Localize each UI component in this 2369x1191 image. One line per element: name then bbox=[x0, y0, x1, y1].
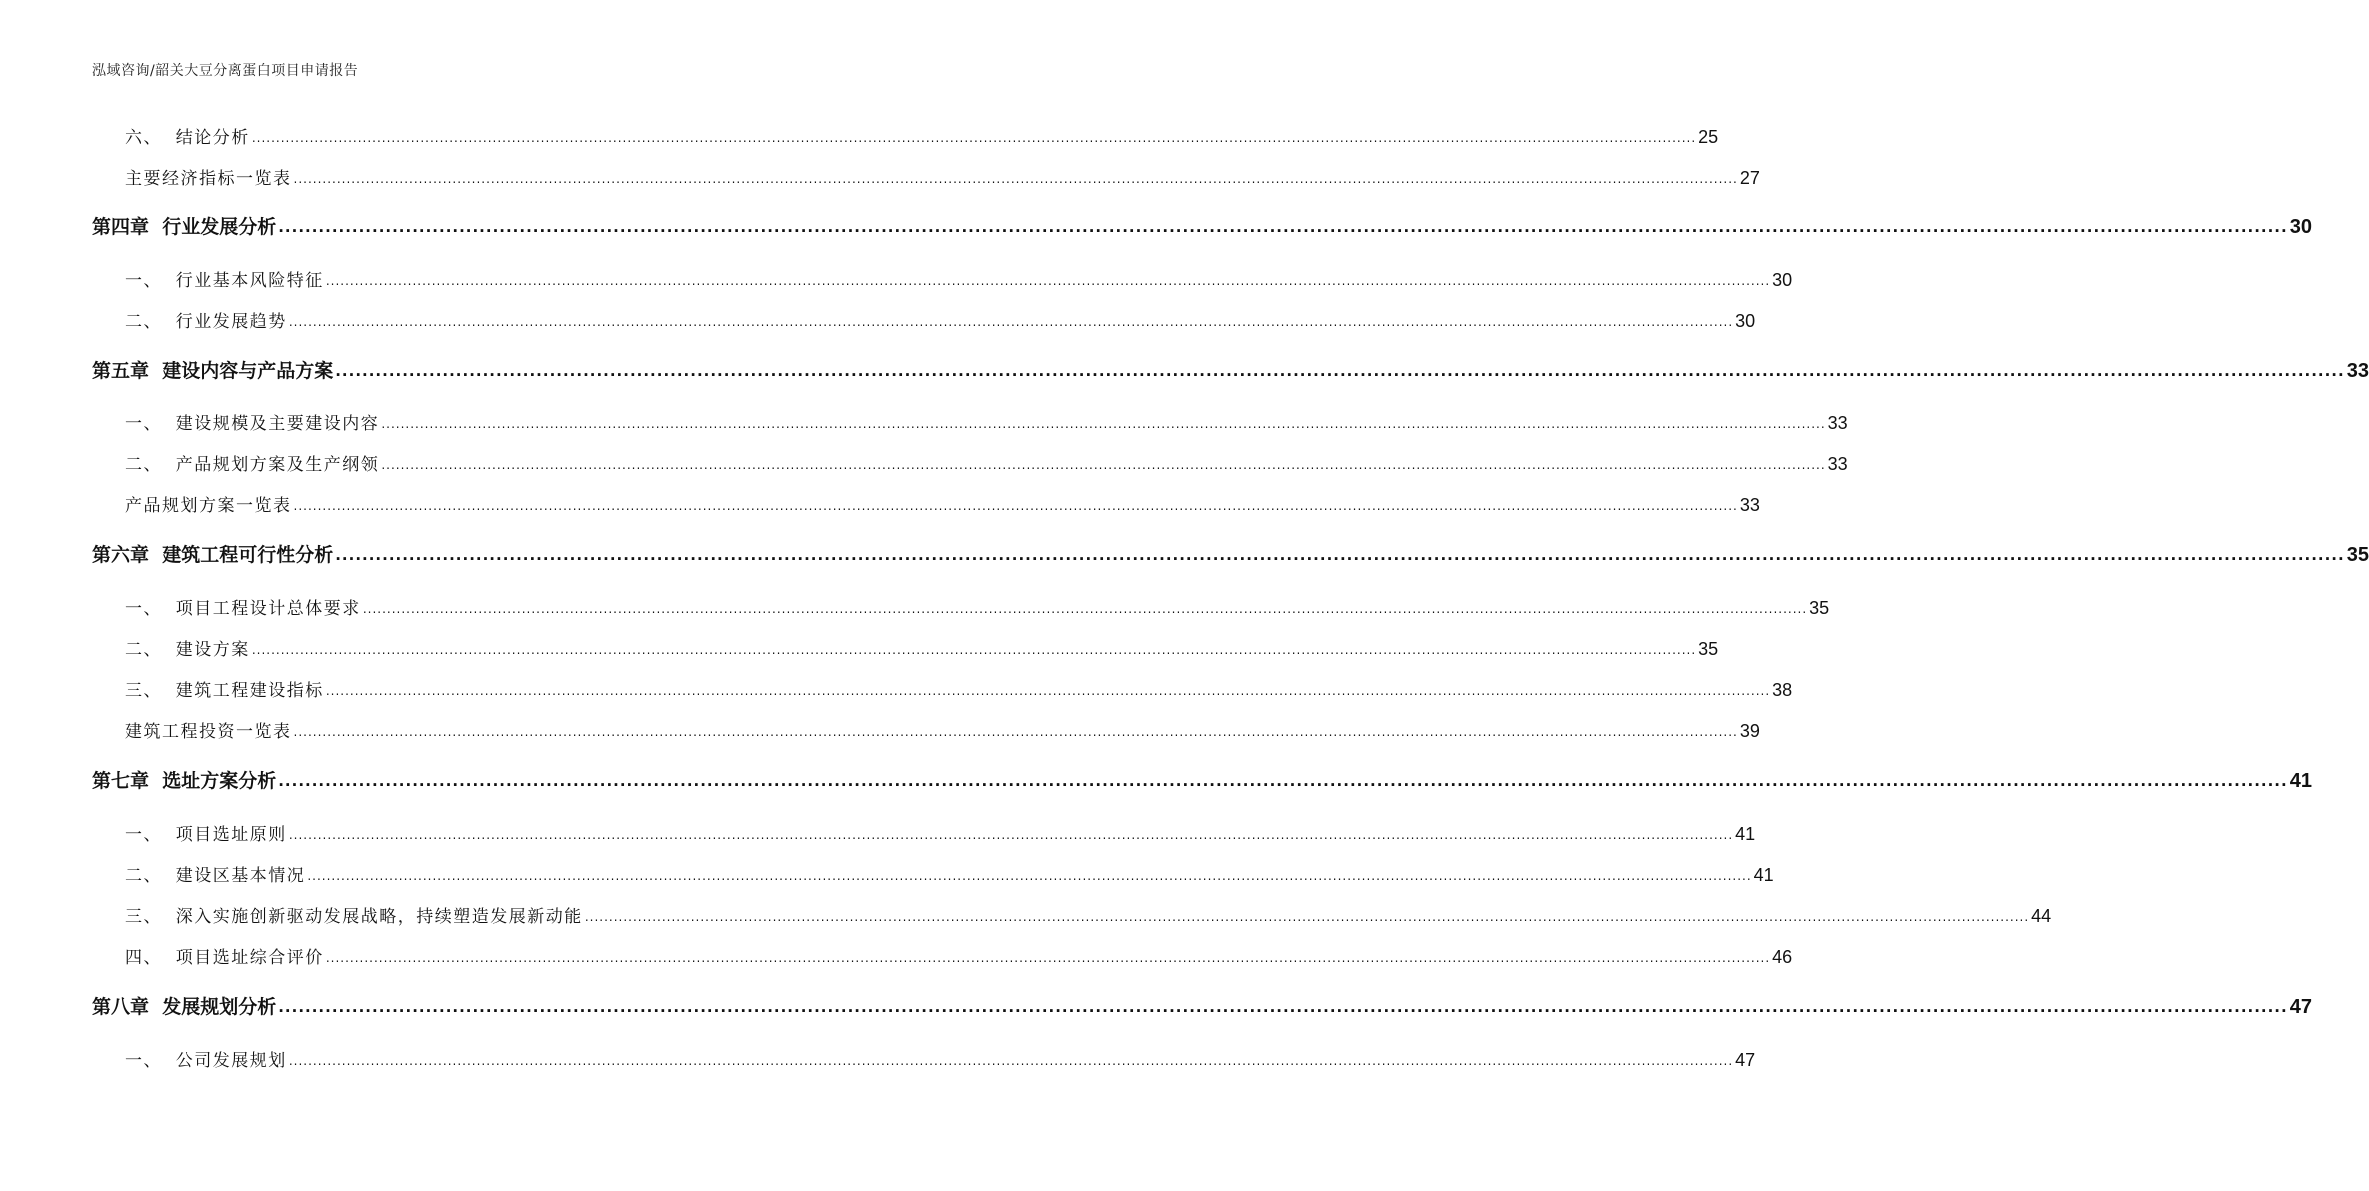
toc-entry-label: 二、 建设方案 bbox=[125, 640, 250, 660]
toc-entry-label: 二、 行业发展趋势 bbox=[125, 312, 287, 332]
dot-leader: ............................................................................................................................................................................................................................................................................................................ bbox=[288, 828, 1734, 842]
toc-entry[interactable] bbox=[125, 408, 1848, 434]
toc-entry-page: 47 bbox=[1735, 1050, 1756, 1070]
dot-leader: ............................................................................................................................................................................................................................................................................................................ bbox=[293, 172, 1738, 186]
dot-leader: ............................................................................................................................................................................................................................................................................................................ bbox=[288, 1054, 1734, 1068]
toc-entry-page: 44 bbox=[2031, 906, 2052, 926]
toc-entry-label: 二、 建设区基本情况 bbox=[125, 866, 306, 886]
toc-entry-page: 25 bbox=[1698, 127, 1719, 147]
toc-entry[interactable] bbox=[125, 449, 1848, 475]
toc-entry[interactable] bbox=[125, 1045, 1756, 1071]
toc-chapter-label: 第五章 建设内容与产品方案 bbox=[92, 360, 334, 382]
dot-leader: ............................................................................................................................................................................................................................................................................................................ bbox=[381, 417, 1826, 431]
dot-leader: ............................................................................................................................................................................................................................................................................................................ bbox=[278, 218, 2288, 236]
toc-entry[interactable] bbox=[125, 819, 1756, 845]
dot-leader: ............................................................................................................................................................................................................................................................................................................ bbox=[381, 458, 1826, 472]
toc-entry-label: 产品规划方案一览表 bbox=[125, 496, 292, 516]
toc-entry-label: 一、 项目选址原则 bbox=[125, 825, 287, 845]
toc-entry-label: 六、 结论分析 bbox=[125, 128, 250, 148]
running-header: 泓域咨询/韶关大豆分离蛋白项目申请报告 bbox=[92, 63, 359, 79]
toc-entry-page: 35 bbox=[1698, 639, 1719, 659]
toc-entry-page: 33 bbox=[1827, 454, 1848, 474]
toc-entry[interactable] bbox=[125, 675, 1793, 701]
toc-entry-page: 30 bbox=[1735, 311, 1756, 331]
dot-leader: ............................................................................................................................................................................................................................................................................................................ bbox=[335, 362, 2345, 380]
toc-entry-page: 41 bbox=[1735, 824, 1756, 844]
toc-entry[interactable] bbox=[125, 265, 1793, 291]
toc-chapter[interactable] bbox=[92, 357, 2369, 383]
toc-entry-label: 四、 项目选址综合评价 bbox=[125, 948, 324, 968]
dot-leader: ............................................................................................................................................................................................................................................................................................................ bbox=[335, 546, 2345, 564]
dot-leader: ............................................................................................................................................................................................................................................................................................................ bbox=[584, 910, 2030, 924]
toc-entry-page: 33 bbox=[1827, 413, 1848, 433]
toc-entry-page: 30 bbox=[1772, 270, 1793, 290]
toc-entry-page: 35 bbox=[1809, 598, 1830, 618]
toc-entry-page: 38 bbox=[1772, 680, 1793, 700]
toc-entry-label: 一、 公司发展规划 bbox=[125, 1051, 287, 1071]
toc-chapter-label: 第四章 行业发展分析 bbox=[92, 216, 277, 238]
toc-chapter-page: 30 bbox=[2289, 216, 2312, 238]
toc-chapter[interactable] bbox=[92, 541, 2369, 567]
toc-entry-label: 一、 项目工程设计总体要求 bbox=[125, 599, 361, 619]
toc-entry-label: 三、 建筑工程建设指标 bbox=[125, 681, 324, 701]
toc-entry[interactable] bbox=[125, 901, 2052, 927]
toc-entry-label: 主要经济指标一览表 bbox=[125, 169, 292, 189]
toc-entry-label: 三、 深入实施创新驱动发展战略，持续塑造发展新动能 bbox=[125, 907, 583, 927]
toc-entry-label: 一、 行业基本风险特征 bbox=[125, 271, 324, 291]
toc-chapter[interactable] bbox=[92, 993, 2312, 1019]
dot-leader: ............................................................................................................................................................................................................................................................................................................ bbox=[362, 602, 1808, 616]
toc-entry[interactable] bbox=[125, 634, 1719, 660]
toc-entry-page: 39 bbox=[1739, 721, 1760, 741]
dot-leader: ............................................................................................................................................................................................................................................................................................................ bbox=[251, 131, 1697, 145]
toc-entry-page: 27 bbox=[1739, 168, 1760, 188]
toc-entry-label: 建筑工程投资一览表 bbox=[125, 722, 292, 742]
dot-leader: ............................................................................................................................................................................................................................................................................................................ bbox=[288, 315, 1734, 329]
toc-chapter-page: 47 bbox=[2289, 996, 2312, 1018]
toc-chapter[interactable] bbox=[92, 213, 2312, 239]
dot-leader: ............................................................................................................................................................................................................................................................................................................ bbox=[325, 951, 1771, 965]
toc-entry[interactable] bbox=[125, 122, 1719, 148]
toc-chapter-label: 第八章 发展规划分析 bbox=[92, 996, 277, 1018]
dot-leader: ............................................................................................................................................................................................................................................................................................................ bbox=[251, 643, 1697, 657]
toc-entry[interactable] bbox=[125, 306, 1756, 332]
dot-leader: ............................................................................................................................................................................................................................................................................................................ bbox=[293, 725, 1738, 739]
dot-leader: ............................................................................................................................................................................................................................................................................................................ bbox=[307, 869, 1752, 883]
toc-chapter-page: 33 bbox=[2346, 360, 2369, 382]
toc-chapter-page: 35 bbox=[2346, 544, 2369, 566]
toc-entry-label: 二、 产品规划方案及生产纲领 bbox=[125, 455, 380, 475]
toc-chapter-label: 第六章 建筑工程可行性分析 bbox=[92, 544, 334, 566]
toc-entry-page: 46 bbox=[1772, 947, 1793, 967]
dot-leader: ............................................................................................................................................................................................................................................................................................................ bbox=[325, 274, 1771, 288]
dot-leader: ............................................................................................................................................................................................................................................................................................................ bbox=[325, 684, 1771, 698]
toc-chapter-label: 第七章 选址方案分析 bbox=[92, 770, 277, 792]
dot-leader: ............................................................................................................................................................................................................................................................................................................ bbox=[278, 998, 2288, 1016]
toc-entry[interactable] bbox=[125, 490, 1760, 516]
toc-entry-page: 33 bbox=[1739, 495, 1760, 515]
toc-chapter[interactable] bbox=[92, 767, 2312, 793]
toc-entry[interactable] bbox=[125, 593, 1830, 619]
toc-entry[interactable] bbox=[125, 942, 1793, 968]
toc-entry[interactable] bbox=[125, 163, 1760, 189]
toc-chapter-page: 41 bbox=[2289, 770, 2312, 792]
toc-entry[interactable] bbox=[125, 716, 1760, 742]
dot-leader: ............................................................................................................................................................................................................................................................................................................ bbox=[293, 499, 1738, 513]
toc-entry-label: 一、 建设规模及主要建设内容 bbox=[125, 414, 380, 434]
toc-entry[interactable] bbox=[125, 860, 1774, 886]
dot-leader: ............................................................................................................................................................................................................................................................................................................ bbox=[278, 772, 2288, 790]
toc-entry-page: 41 bbox=[1753, 865, 1774, 885]
